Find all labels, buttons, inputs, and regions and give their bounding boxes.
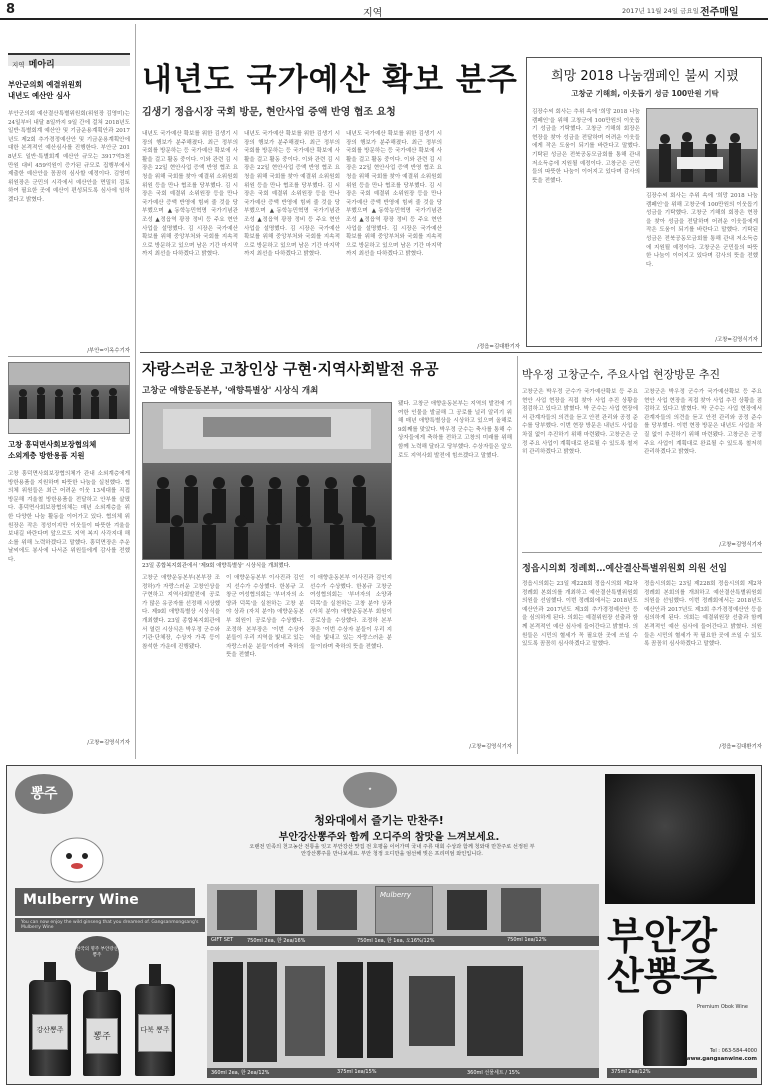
giftset-spec: 750ml 1ea, 한 1ea, 오16%/12% [357,938,435,944]
budget-byline: /정읍=김대환기자 [477,344,520,350]
field-byline: /고창=김영식기자 [719,542,762,548]
divider [140,352,762,353]
headline-line1: 고창 흥덕면사회보장협의체 [8,440,97,449]
sidebar-story2-body: 고창 흥덕면사회보장협의체가 관내 소외계층에게 방한용품을 지원하며 따뜻한 나눔을 실천했다. 협의체 위원들은 최근 어려운 이웃 13세대를 직접 방문해 겨울철 방한용품을 전달하고 안부를 살폈다. 흥덕면사회보장협의체는 매년 소외계층을 위한 다양한 나눔 활동을 이어가고 있다. 협의체 위원장은 작은 정성이지만 이웃들이 따뜻한 겨울을 보내길 바란다며 앞으로도 지역 복지 사각지대 해소를 위해 노력하겠다고 말했다. 흥덕면장은 추운 날씨에도 봉사에 나서준 위원들에게 감사를 전했다. [8,471,130,563]
column-label-big: 메아리 [28,60,55,70]
sidebar-story1-headline [8,80,130,101]
giftset-spec-bar-1 [207,936,599,946]
wine-advertisement[interactable] [6,765,762,1085]
expo-col1: 고창군 애향운동본부(본부장 조정하)가 자랑스러운 고창인상을 구현하고 지역사회발전에 공로가 많은 유공자를 선정해 시상했다. 제9회 애향특별상 시상식을 개최했다. 23일 종합복지회관에서 열린 시상식은 박우정 군수와 기관·단체장, 수상자 가족 등이 참석한 가운데 진행됐다. [142,575,220,650]
masthead [0,0,768,20]
giftset-spec: 750ml 2ea, 한 2ea/16% [247,938,306,944]
giftset-spec: 375ml 2ea/12% [607,1068,757,1078]
nanum-col1: 김장수씨 회사는 추위 속에 '희망 2018 나눔 캠페인'을 위해 고창군에 100만원의 이웃돕기 성금을 기탁했다. 고창군 기해희 회장은 현장을 찾아 성금을 전달하며 어려운 이웃들에게 작은 도움이 되기를 바란다고 말했다. 기탁된 성금은 전북공동모금회를 통해 관내 저소득층에 지원될 예정이다. 고창군은 군민들의 따뜻한 나눔이 이어지고 있다며 감사의 뜻을 전했다. [532,109,640,184]
nanum-headline: 희망 2018 나눔캠페인 불씨 지폈 [551,69,739,84]
giftset-tag: GIFT SET [211,937,234,943]
award-seal-icon: ★ [343,772,397,808]
group-photo-figures-icon [9,363,129,433]
certification-badge: 한국의 명주 부안강산뽕주 [75,936,119,972]
giftset-bottle [247,962,277,1062]
giftset-box [409,976,455,1046]
council-col2: 정읍시의회는 23일 제228회 정읍시의회 제2차 정례회 본회의를 개최하고 예산결산특별위원회 의원을 선임했다. 이번 정례회에서는 2018년도 예산안과 2017년도 제3회 추가경정예산안 등을 심의하게 된다. 의회는 예결위원장 선출과 함께 본격적인 예산 심사에 들어간다고 밝혔다. 의원들은 시민의 혈세가 꼭 필요한 곳에 쓰일 수 있도록 꼼꼼히 심사하겠다고 말했다. [644,581,762,648]
expo-subhead: 고창군 애향운동본부, '애향특별상' 시상식 개최 [142,386,319,396]
field-headline: 박우정 고창군수, 주요사업 현장방문 추진 [522,368,721,381]
giftset-box [285,966,325,1056]
sidebar-story1-body: 부안군의회 예산결산특별위원회(위원장 김영미)는 24일부터 내달 8일까지 9일 간에 걸쳐 2018년도 일반·특별회계 예산안 및 기금운용계획안과 2017년도 제2회 추가경정예산안 및 기금운용계획안에 대한 본격적인 예산심사를 진행한다. 부안군 2018년도 일반·특별회계 예산안 규모는 3917억5천만원 대비 459억원이 증가된 규모로 집행부에서 제출한 예산안을 꼼꼼히 심사할 예정이다. 김영미 위원장은 군민의 시각에서 예산안을 면밀히 검토하여 필요한 곳에 예산이 편성되도록 심사에 임하겠다고 밝혔다. [8,111,130,203]
sidebar-story2-headline [8,440,130,461]
expo-photo [142,402,392,560]
expo-col2b: 이 애향운동본부 이사진과 김인지 선수가 수상했다. 한봉규 고창군 여성협의회는 '부녀자의 소양과 덕목'을 실천하는 고창 분야 상과 (자치 분야) 애향운동본부 회원이 공로상을 수상했다. 조정하 본부장은 '이번 수상자 분들이 우리 지역을 빛내고 있는 자랑스러운 분들'이라며 축하의 뜻을 전했다. [310,575,392,650]
giftset-spec-bar-2 [207,1068,599,1078]
page-number: 8 [6,2,16,17]
ad-website[interactable]: www.gangsanwine.com [685,1056,757,1062]
giftset-spec: 375ml 1ea/15% [337,1069,377,1075]
wine-bottle [135,984,175,1076]
budget-col2: 내년도 국가예산 확보를 위한 김생기 시장의 행보가 분주해졌다. 최근 정부의 국회를 방문하는 등 국가예산 확보에 사활을 걸고 활동 중이다. 이와 관련 김 시장은 22일 현안사업 증액 반영 협조 요청을 위해 국회를 찾아 예결위 소위원회 위원 등을 만나 협조를 당부했다. 김 시장은 국회 예결위 소위원장 등을 만나 국가예산 증액 반영에 힘써 줄 것을 당부했으며 ▲동학농민혁명 국가기념관 조성 ▲정읍역 광장 정비 등 주요 현안 사업을 설명했다. 김 시장은 국가예산 확보를 위해 중앙부처와 국회를 지속적으로 방문하고 있으며 남은 기간 마지막까지 최선을 다하겠다고 밝혔다. [244,131,340,258]
expo-photo-caption: 23일 종합복지회관에서 '제9회 애향특별상' 시상식을 개최했다. [142,563,291,569]
column-rule [135,24,136,759]
donation-photo-icon [647,109,757,187]
expo-col2: 이 애향운동본부 이사진과 김인지 선수가 수상했다. 한봉규 고창군 여성협의회는 '부녀자의 소양과 덕목'을 실천하는 고창 분야 상과 (자치 분야) 애향운동본부 회원이 공로상을 수상했다. 조정하 본부장은 '이번 수상자 분들이 우리 지역을 빛내고 있는 자랑스러운 분들'이라며 축하의 뜻을 전했다. [226,575,304,659]
bottle-label: 다북 뽕주 [138,1014,172,1052]
nanum-photo [646,108,758,188]
issue-date: 2017년 11월 24일 금요일 [622,7,699,15]
headline-line1: 부안군의회 예결위원회 [8,80,82,89]
column-rule [517,356,518,754]
premium-tagline: Premium Obok Wine [697,1004,748,1010]
field-col1: 고창군은 박우정 군수가 국가예산확보 등 주요 현안 사업 현장을 직접 찾아 사업 추진 상황을 점검하고 있다고 밝혔다. 박 군수는 사업 현장에서 관계자들의 의견을 듣고 안전 관리와 공정 준수를 당부했다. 이번 현장 방문은 내년도 사업을 차질 없이 추진하기 위해 마련됐다. 고창군은 군정 주요 사업이 계획대로 완료될 수 있도록 철저히 관리하겠다고 밝혔다. [522,389,638,456]
giftset-box [317,890,357,930]
column-label-small: 지역 [12,61,25,69]
council-col1: 정읍시의회는 23일 제228회 정읍시의회 제2차 정례회 본회의를 개최하고 예산결산특별위원회 의원을 선임했다. 이번 정례회에서는 2018년도 예산안과 2017년도 제3회 추가경정예산안 등을 심의하게 된다. 의회는 예결위원장 선출과 함께 본격적인 예산 심사에 들어간다고 밝혔다. 의원들은 시민의 혈세가 꼭 필요한 곳에 쓰일 수 있도록 꼼꼼히 심사하겠다고 말했다. [522,581,638,648]
expo-headline: 자랑스러운 고창인상 구현·지역사회발전 유공 [142,360,439,378]
ad-description: 오랜전 민족의 천고농산 전통을 잇고 부안강산 맛집 전 호평을 이어가며 국내 주류 대회 수상과 함께 청와대 만찬주로 선정된 부안강산뽕주를 만나보세요. 부안 청정 오디만을 엄선해 빚은 프리미엄 와인입니다. [249,844,535,858]
giftset-box [467,966,523,1056]
calligraphy-logo: 부안강산뽕주 [607,913,718,998]
wine-bottle [29,980,71,1076]
giftset-bottle [337,962,363,1058]
ad-headline1: 청와대에서 즐기는 만찬주! [314,814,444,827]
giftset-bottle [275,890,303,934]
budget-col3: 내년도 국가예산 확보를 위한 김생기 시장의 행보가 분주해졌다. 최근 정부의 국회를 방문하는 등 국가예산 확보에 사활을 걸고 활동 중이다. 이와 관련 김 시장은 22일 현안사업 증액 반영 협조 요청을 위해 국회를 찾아 예결위 소위원회 위원 등을 만나 협조를 당부했다. 김 시장은 국회 예결위 소위원장 등을 만나 국가예산 증액 반영에 힘써 줄 것을 당부했으며 ▲동학농민혁명 국가기념관 조성 ▲정읍역 광장 정비 등 주요 현안 사업을 설명했다. 김 시장은 국가예산 확보를 위해 중앙부처와 국회를 지속적으로 방문하고 있으며 남은 기간 마지막까지 최선을 다하겠다고 밝혔다. [346,131,442,258]
headline-line2: 소외계층 방한용품 지원 [8,450,85,460]
main-headline: 내년도 국가예산 확보 분주 [142,62,518,98]
bottle-neck [149,964,161,986]
mascot-icon [37,826,117,886]
divider [8,356,130,357]
mulberry-fruit-image [605,774,755,904]
nanum-col2: 김장수씨 회사는 추위 속에 '희망 2018 나눔 캠페인'을 위해 고창군에 100만원의 이웃돕기 성금을 기탁했다. 고창군 기해희 회장은 현장을 찾아 성금을 전달하며 어려운 이웃들에게 작은 도움이 되기를 바란다고 말했다. 기탁된 성금은 전북공동모금회를 통해 관내 저소득층에 지원될 예정이다. 고창군은 군민들의 따뜻한 나눔이 이어지고 있다며 감사의 뜻을 전했다. [646,193,758,268]
headline-line2: 내년도 예산안 심사 [8,90,71,100]
sidebar-story2-byline: /고창=김영식기자 [87,740,130,746]
bottle-label: 뽕주 [86,1018,118,1054]
sidebar-story1-byline: /부안=이옥수기자 [87,348,130,354]
giftset-box [217,890,257,930]
giftset-label: Mulberry [375,886,433,934]
nanum-subhead: 고창군 기해희, 이웃돕기 성금 100만원 기탁 [571,89,719,98]
divider [522,552,762,553]
ad-phone: Tel : 063-584-4000 [710,1048,757,1054]
ad-headline2: 부안강산뽕주와 함께 오디주의 참맛을 느껴보세요. [278,832,500,843]
council-headline: 정읍시의회 정례회…예산결산특별위원회 의원 선임 [522,563,728,574]
giftset-spec: 360ml 선물세트 / 15% [467,1070,520,1076]
budget-col1: 내년도 국가예산 확보를 위한 김생기 시장의 행보가 분주해졌다. 최근 정부의 국회를 방문하는 등 국가예산 확보에 사활을 걸고 활동 중이다. 이와 관련 김 시장은 22일 현안사업 증액 반영 협조 요청을 위해 국회를 찾아 예결위 소위원회 위원 등을 만나 협조를 당부했다. 김 시장은 국회 예결위 소위원장 등을 만나 국가예산 증액 반영에 힘써 줄 것을 당부했으며 ▲동학농민혁명 국가기념관 조성 ▲정읍역 광장 정비 등 주요 현안 사업을 설명했다. 김 시장은 국가예산 확보를 위해 중앙부처와 국회를 지속적으로 방문하고 있으며 남은 기간 마지막까지 최선을 다하겠다고 밝혔다. [142,131,238,258]
column-label [8,53,130,70]
giftset-box [501,888,541,932]
giftset-bottle [213,962,243,1062]
giftset-bottle [367,962,393,1058]
expo-byline: /고창=김영식기자 [469,744,512,750]
main-subhead: 김생기 정읍시장 국회 방문, 현안사업 증액 반영 협조 요청 [142,107,396,118]
bottle-neck [44,962,56,982]
council-byline: /정읍=김대환기자 [719,744,762,750]
brand-english: Mulberry Wine [15,888,195,916]
giftset-spec: 750ml 1ea/12% [507,937,547,943]
ceremony-photo-icon [143,403,391,559]
giftset-spec: 360ml 2ea, 한 2ea/12% [211,1070,270,1076]
bottle-label: 강산뽕주 [32,1014,67,1050]
brand-badge: 뽕주 [15,774,73,814]
giftset-box [447,890,487,930]
wine-bottle [83,990,121,1076]
section-name: 지역 [363,8,383,19]
field-col2: 고창군은 박우정 군수가 국가예산확보 등 주요 현안 사업 현장을 직접 찾아 사업 추진 상황을 점검하고 있다고 밝혔다. 박 군수는 사업 현장에서 관계자들의 의견을 듣고 안전 관리와 공정 준수를 당부했다. 이번 현장 방문은 내년도 사업을 차질 없이 추진하기 위해 마련됐다. 고창군은 군정 주요 사업이 계획대로 완료될 수 있도록 철저히 관리하겠다고 밝혔다. [644,389,762,456]
bottle-neck [96,972,108,992]
brand-tagline: You can now enjoy the wild ginseng that you dreamed of. Gangsanmongsang's Mulberry Wine [15,918,205,932]
sidebar-photo [8,362,130,434]
newspaper-name: 전주매일 [700,7,739,18]
expo-col3: 됐다. 고창군 애향운동본부는 지역의 발전에 기여한 인물을 발굴해 그 공로를 널리 알리기 위해 매년 애향특별상을 시상하고 있으며 올해로 9회째를 맞았다. 박우정 군수는 축사를 통해 수상자들에게 축하를 전하고 고창의 미래를 위해 함께 노력해 달라고 당부했다. 수상자들은 앞으로도 지역사회 발전에 힘쓰겠다고 말했다. [398,401,512,459]
nanum-byline: /고창=김영식기자 [715,337,758,343]
